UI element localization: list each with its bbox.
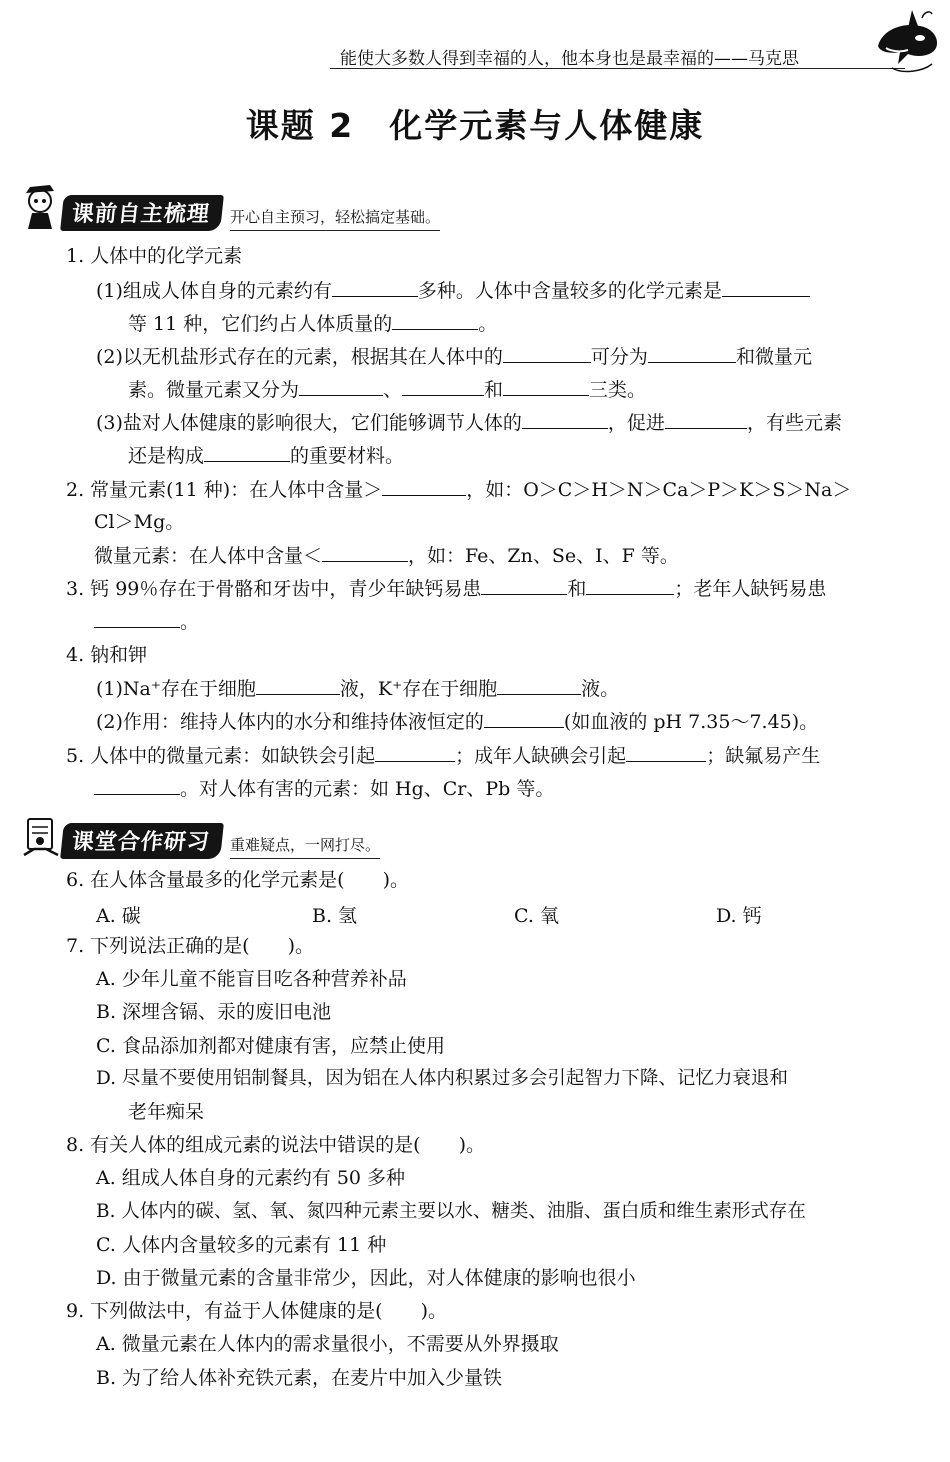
item-3-line-2: 。	[94, 609, 199, 634]
question-7-option-d-cont: 老年痴呆	[128, 1101, 205, 1123]
question-9-stem: 9. 下列做法中，有益于人体健康的是( )。	[66, 1300, 447, 1322]
item-3-line-1: 3. 钙 99％存在于骨骼和牙齿中，青少年缺钙易患 和 ；老年人缺钙易患	[66, 578, 827, 600]
item-4-2: (2)作用：维持人体内的水分和维持体液恒定的 (如血液的 pH 7.35～7.45)。	[96, 711, 819, 733]
blank[interactable]	[256, 676, 340, 695]
blank[interactable]	[299, 377, 383, 396]
blank[interactable]	[503, 377, 589, 396]
question-6-option-b[interactable]: B. 氢	[312, 905, 358, 927]
question-8-option-d[interactable]: D. 由于微量元素的含量非常少，因此，对人体健康的影响也很小	[96, 1267, 636, 1289]
question-9-option-a[interactable]: A. 微量元素在人体内的需求量很小，不需要从外界摄取	[96, 1333, 559, 1355]
section-title-class: 课堂合作研习	[60, 823, 224, 859]
notebook-mascot-icon	[20, 815, 62, 859]
student-mascot-icon	[20, 183, 62, 231]
item-1-1-line-1: (1)组成人体自身的元素约有 多种。人体中含量较多的化学元素是	[96, 278, 810, 303]
blank[interactable]	[322, 543, 408, 562]
blank[interactable]	[382, 477, 466, 496]
blank[interactable]	[722, 278, 810, 297]
item-1-2-line-2: 素。微量元素又分为 、 和 三类。	[128, 379, 647, 401]
question-6-option-d[interactable]: D. 钙	[716, 905, 762, 927]
item-5-line-1: 5. 人体中的微量元素：如缺铁会引起 ；成年人缺碘会引起 ；缺氟易产生	[66, 745, 821, 767]
blank[interactable]	[332, 278, 418, 297]
item-4-1: (1)Na⁺存在于细胞 液，K⁺存在于细胞 液。	[96, 678, 620, 700]
item-1-heading: 1. 人体中的化学元素	[66, 245, 243, 267]
header-rule	[330, 68, 905, 69]
question-7-option-a[interactable]: A. 少年儿童不能盲目吃各种营养补品	[96, 968, 407, 990]
blank[interactable]	[484, 709, 564, 728]
blank[interactable]	[503, 344, 591, 363]
blank[interactable]	[375, 743, 455, 762]
question-6-stem: 6. 在人体含量最多的化学元素是( )。	[66, 869, 409, 891]
question-6-option-a[interactable]: A. 碳	[96, 905, 141, 927]
blank[interactable]	[626, 743, 706, 762]
item-4-heading: 4. 钠和钾	[66, 644, 148, 666]
page-title: 课题 2 化学元素与人体健康	[245, 106, 705, 145]
question-8-option-b[interactable]: B. 人体内的碳、氢、氧、氮四种元素主要以水、糖类、油脂、蛋白质和维生素形式存在	[96, 1201, 806, 1222]
blank[interactable]	[586, 576, 674, 595]
item-5-line-2: 。对人体有害的元素：如 Hg、Cr、Pb 等。	[94, 776, 554, 801]
section-subtitle-preview: 开心自主预习，轻松搞定基础。	[230, 206, 440, 231]
blank[interactable]	[481, 576, 567, 595]
question-7-option-b[interactable]: B. 深埋含镉、汞的废旧电池	[96, 1001, 332, 1023]
blank[interactable]	[204, 443, 290, 462]
question-8-option-a[interactable]: A. 组成人体自身的元素约有 50 多种	[96, 1167, 406, 1189]
section-subtitle-class: 重难疑点，一网打尽。	[230, 834, 380, 859]
header-quote: 能使大多数人得到幸福的人，他本身也是最幸福的——马克思	[340, 49, 799, 69]
item-1-3-line-2: 还是构成 的重要材料。	[128, 445, 405, 467]
blank[interactable]	[665, 410, 747, 429]
blank[interactable]	[392, 311, 478, 330]
question-6-option-c[interactable]: C. 氧	[514, 905, 559, 927]
question-9-option-b[interactable]: B. 为了给人体补充铁元素，在麦片中加入少量铁	[96, 1367, 503, 1389]
blank[interactable]	[402, 377, 484, 396]
question-8-option-c[interactable]: C. 人体内含量较多的元素有 11 种	[96, 1234, 387, 1256]
orca-mascot-icon	[872, 8, 944, 76]
question-7-option-c[interactable]: C. 食品添加剂都对健康有害，应禁止使用	[96, 1035, 445, 1057]
item-2-line-2: Cl＞Mg。	[94, 511, 185, 533]
question-7-option-d[interactable]: D. 尽量不要使用铝制餐具，因为铝在人体内积累过多会引起智力下降、记忆力衰退和	[96, 1068, 788, 1089]
item-1-1-line-2: 等 11 种，它们约占人体质量的 。	[128, 313, 498, 335]
item-1-3-line-1: (3)盐对人体健康的影响很大，它们能够调节人体的 ，促进 ，有些元素	[96, 412, 842, 434]
question-7-stem: 7. 下列说法正确的是( )。	[66, 935, 314, 957]
item-1-2-line-1: (2)以无机盐形式存在的元素，根据其在人体中的 可分为 和微量元	[96, 346, 812, 368]
section-banner-preview	[20, 183, 440, 231]
section-banner-class	[20, 815, 380, 859]
blank[interactable]	[94, 609, 180, 628]
question-8-stem: 8. 有关人体的组成元素的说法中错误的是( )。	[66, 1134, 485, 1156]
item-2-line-1: 2. 常量元素(11 种)：在人体中含量＞ ，如：O＞C＞H＞N＞Ca＞P＞K＞S＞Na＞	[66, 479, 852, 501]
blank[interactable]	[94, 776, 180, 795]
item-2-line-3: 微量元素：在人体中含量＜ ，如：Fe、Zn、Se、I、F 等。	[94, 545, 679, 567]
blank[interactable]	[648, 344, 736, 363]
section-title-preview: 课前自主梳理	[60, 195, 224, 231]
blank[interactable]	[497, 676, 581, 695]
blank[interactable]	[522, 410, 608, 429]
